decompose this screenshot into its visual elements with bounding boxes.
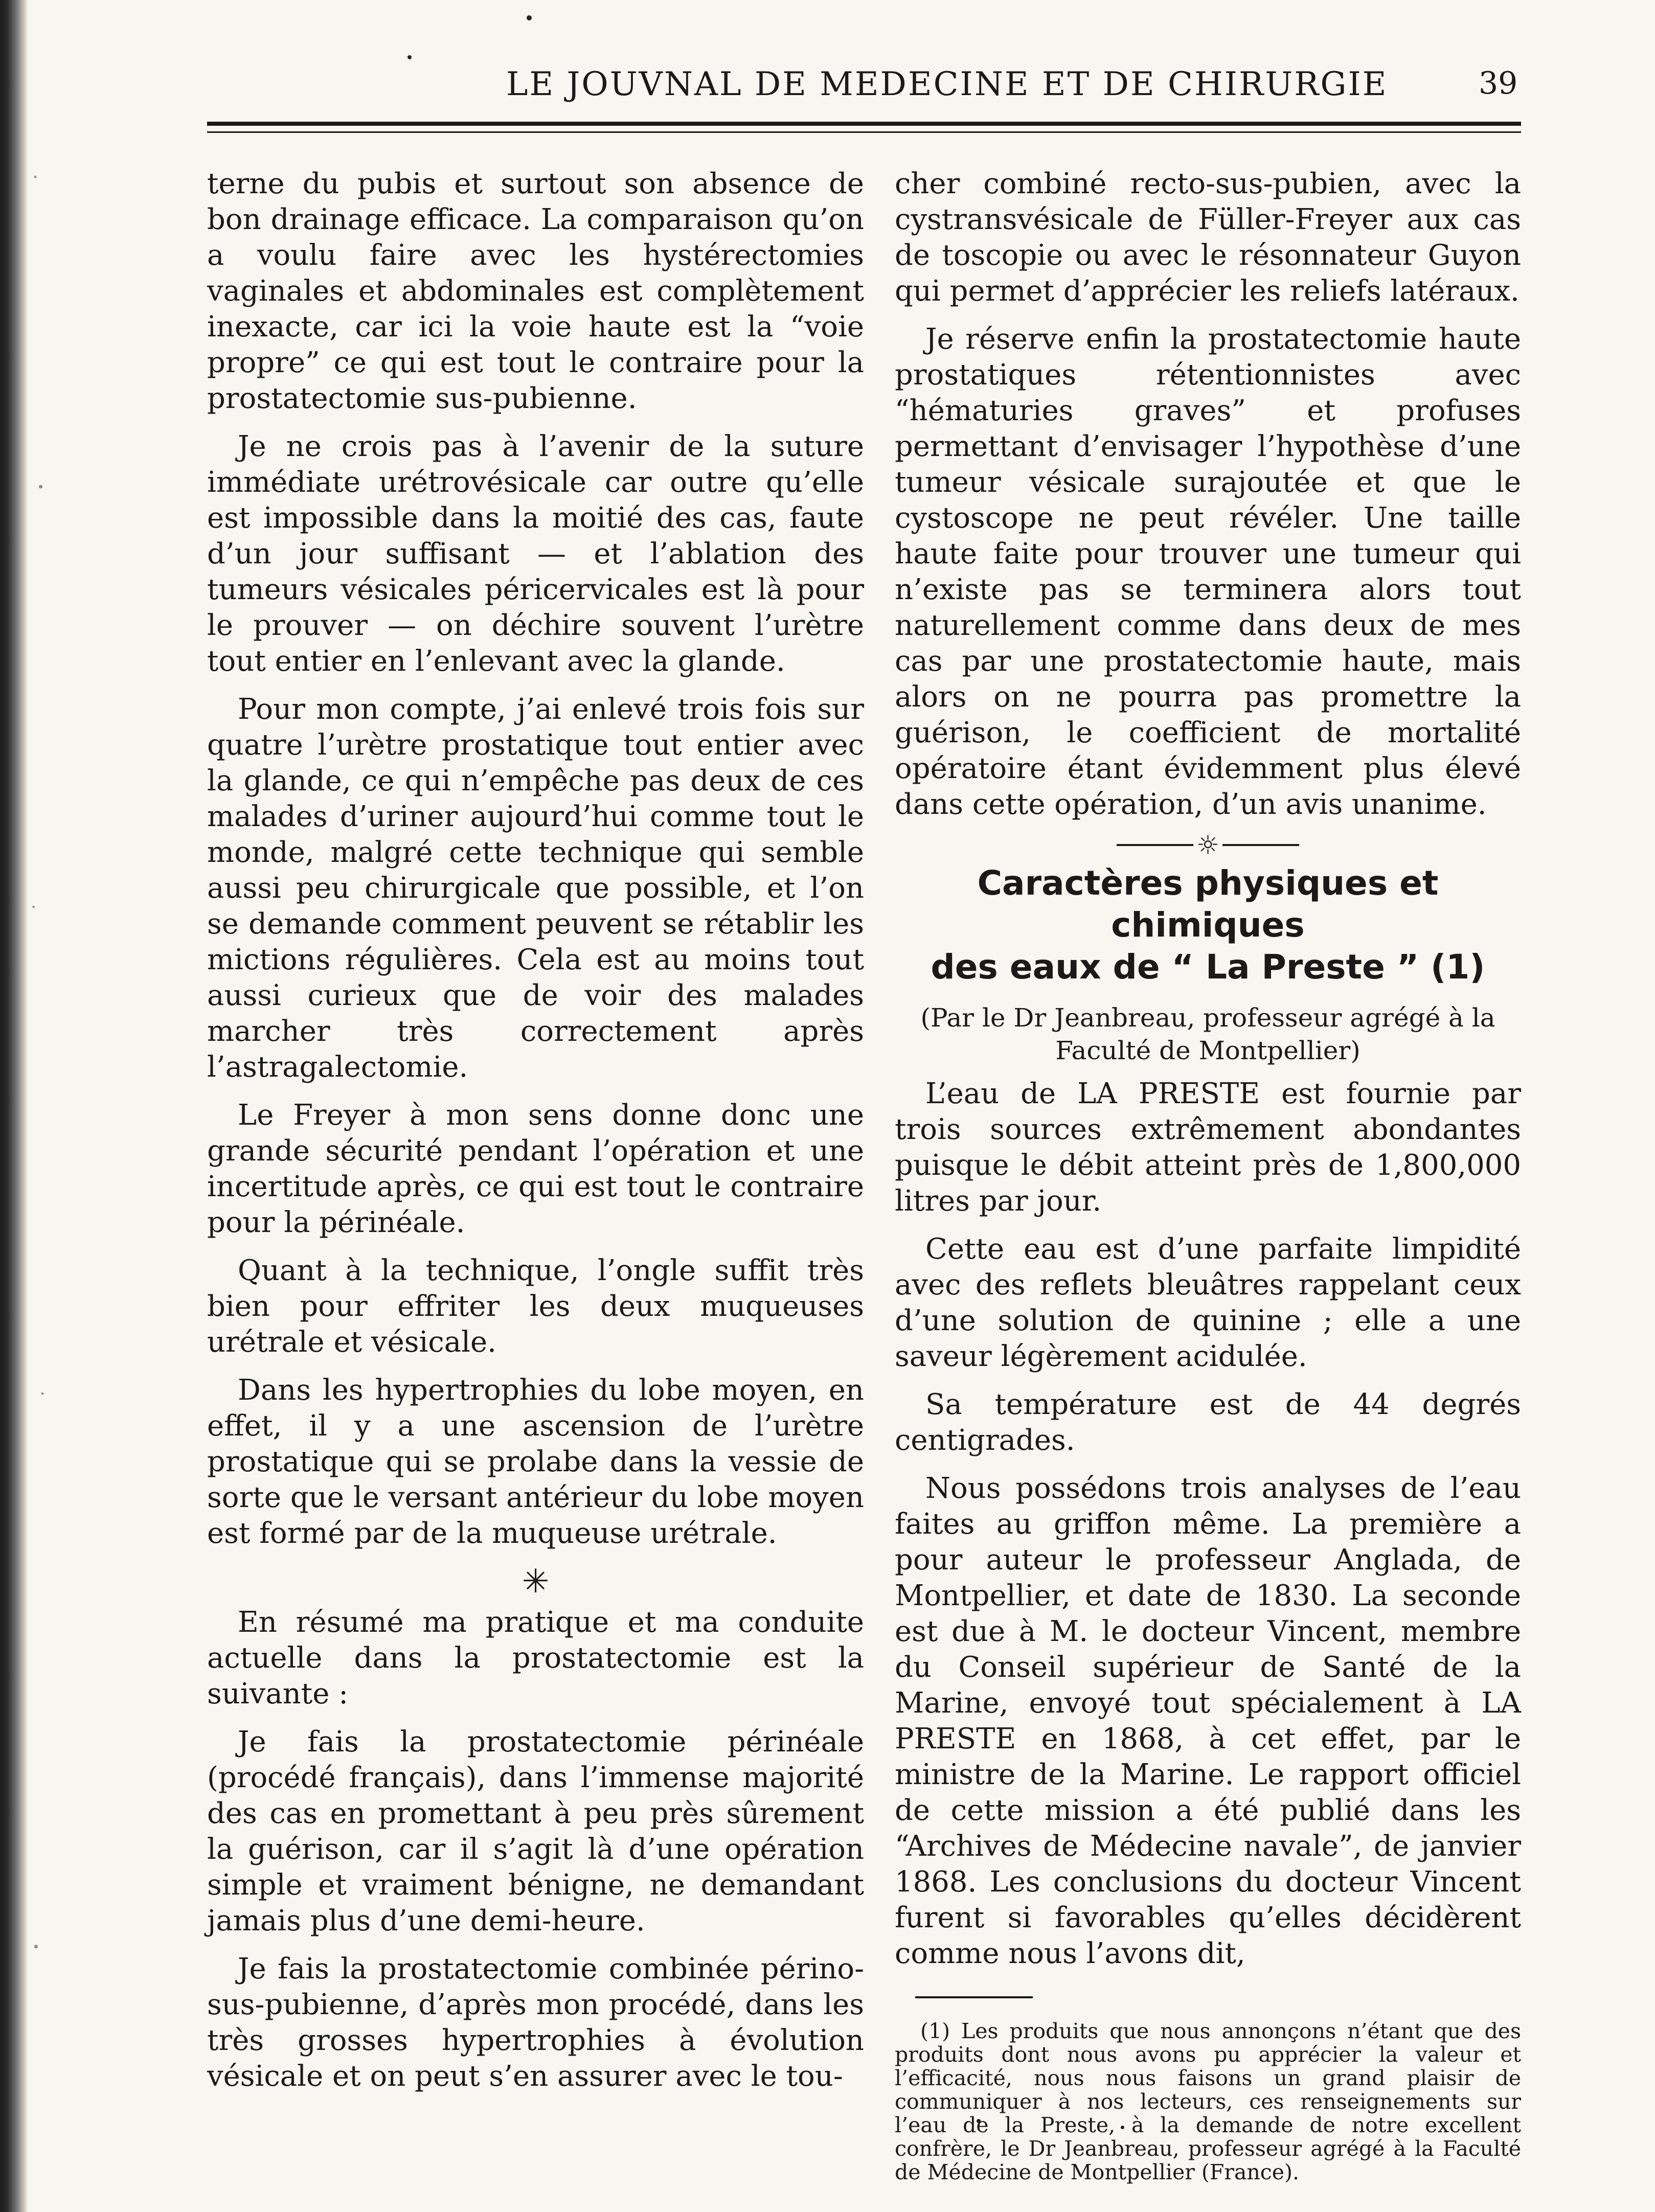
separator-line: [1117, 844, 1193, 846]
header-rule: [207, 122, 1521, 133]
paragraph: terne du pubis et surtout son absence de bon drainage efficace. La comparaison qu’on a voulu faire avec les hystérectomies vaginales et abdominales est complètement inexacte, car ici la voie haute est la “voie propre” ce qui est tout le contraire pour la prostatectomie sus-pubienne.: [207, 167, 864, 415]
paragraph: Je réserve enfin la prostatectomie haute prostatiques rétentionnistes avec “hématuries graves” et profuses permettant d’envisager l’hypothèse d’une tumeur vésicale surajoutée et que le cystoscope ne peut révéler. Une taille haute faite pour trouver une tumeur qui n’existe pas se terminera alors tout naturellement comme dans deux de mes cas par une prostatectomie haute, mais alors on ne pourra pas promettre la guérison, le coefficient de mortalité opératoire étant évidemment plus élevé dans cette opération, d’un avis unanime.: [895, 323, 1521, 821]
right-column: [895, 166, 1521, 2205]
scan-specks: [28, 0, 64, 2212]
left-column: [207, 166, 864, 2107]
footnote: (1) Les produits que nous annonçons n’étant que des produits dont nous avons pu apprécier la valeur et l’efficacité, nous nous faisons un grand plaisir de communiquer à nos lecteurs, ces renseignements sur l’eau de la Preste, à la demande de notre excellent confrère, le Dr Jeanbreau, professeur agrégé à la Faculté de Médecine de Montpellier (France).: [895, 2019, 1521, 2184]
page-number: 39: [1479, 65, 1518, 101]
paragraph: Je fais la prostatectomie combinée périno-sus-pubienne, d’après mon procédé, dans les très grosses hypertrophies à évolution vésicale et on peut s’en assurer avec le tou-: [207, 1952, 864, 2093]
paragraph: cher combiné recto-sus-pubien, avec la cystransvésicale de Füller-Freyer aux cas de toscopie ou avec le résonnateur Guyon qui permet d’apprécier les reliefs latéraux.: [895, 167, 1521, 308]
article-byline: (Par le Dr Jeanbreau, professeur agrégé à la Faculté de Montpellier): [920, 1003, 1495, 1065]
article-title-line: des eaux de “ La Preste ” (1): [931, 947, 1485, 987]
paragraph: Le Freyer à mon sens donne donc une grande sécurité pendant l’opération et une incertitude après, ce qui est tout le contraire pour la périnéale.: [207, 1099, 864, 1239]
paragraph: Pour mon compte, j’ai enlevé trois fois sur quatre l’urètre prostatique tout entier avec la glande, ce qui n’empêche pas deux de ces malades d’uriner aujourd’hui comme tout le monde, malgré cette technique qui semble aussi peu chirurgicale que possible, et l’on se demande comment peuvent se rétablir les mictions régulières. Cela est au moins tout aussi curieux que de voir des malades marcher très correctement après l’astragalectomie.: [207, 693, 864, 1084]
running-title: LE JOUVNAL DE MEDECINE ET DE CHIRURGIE: [506, 65, 1388, 103]
footnote-rule: [915, 1996, 1033, 1998]
paragraph: L’eau de LA PRESTE est fournie par trois sources extrêmement abondantes puisque le débit atteint près de 1,800,000 litres par jour.: [895, 1077, 1521, 1218]
separator-ornament: ☼: [1196, 830, 1219, 860]
paragraph: Cette eau est d’une parfaite limpidité avec des reflets bleuâtres rappelant ceux d’une solution de quinine ; elle a une saveur légèrement acidulée.: [895, 1233, 1521, 1373]
paragraph: Nous possédons trois analyses de l’eau faites au griffon même. La première a pour auteur le professeur Anglada, de Montpellier, et date de 1830. La seconde est due à M. le docteur Vincent, membre du Conseil supérieur de Santé de la Marine, envoyé tout spécialement à LA PRESTE en 1868, à cet effet, par le ministre de la Marine. Le rapport officiel de cette mission a été publié dans les “Archives de Médecine navale”, de janvier 1868. Les conclusions du docteur Vincent furent si favorables qu’elles décidèrent comme nous l’avons dit,: [895, 1472, 1521, 1970]
paragraph: Quant à la technique, l’ongle suffit très bien pour effriter les deux muqueuses urétrale et vésicale.: [207, 1254, 864, 1359]
section-separator: [895, 830, 1521, 860]
section-star: ✳: [522, 1563, 550, 1601]
scan-dot: [407, 55, 412, 59]
separator-line: [1222, 844, 1299, 846]
binding-edge: [0, 0, 28, 2212]
scan-dot: [527, 15, 532, 20]
article-title: [895, 862, 1521, 988]
paragraph: Sa température est de 44 degrés centigrades.: [895, 1388, 1521, 1457]
paragraph: Dans les hypertrophies du lobe moyen, en effet, il y a une ascension de l’urètre prostatique qui se prolabe dans la vessie de sorte que le versant antérieur du lobe moyen est formé par de la muqueuse urétrale.: [207, 1374, 864, 1550]
paragraph: Je ne crois pas à l’avenir de la suture immédiate urétrovésicale car outre qu’elle est impossible dans la moitié des cas, faute d’un jour suffisant — et l’ablation des tumeurs vésicales péricervicales est là pour le prouver — on déchire souvent l’urètre tout entier en l’enlevant avec la glande.: [207, 430, 864, 678]
paragraph: Je fais la prostatectomie périnéale (procédé français), dans l’immense majorité des cas en promettant à peu près sûrement la guérison, car il s’agit là d’une opération simple et vraiment bénigne, ne demandant jamais plus d’une demi-heure.: [207, 1725, 864, 1937]
article-title-line: Caractères physiques et chimiques: [977, 863, 1439, 945]
paragraph: En résumé ma pratique et ma conduite actuelle dans la prostatectomie est la suivante :: [207, 1606, 864, 1711]
